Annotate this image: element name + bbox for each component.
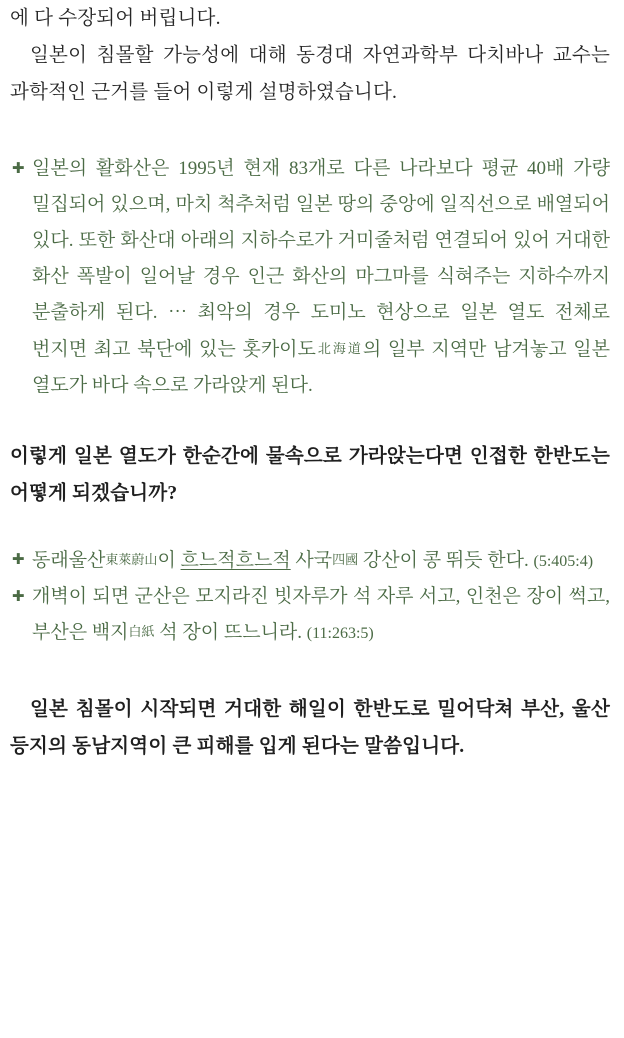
- paragraph-conclusion: 일본 침몰이 시작되면 거대한 해일이 한반도로 밀어닥쳐 부산, 울산 등지의 동남지역이 큰 피해를 입게 된다는 말씀입니다.: [10, 699, 610, 757]
- quote-seg-3: 사국: [290, 550, 333, 571]
- quote-underlined-phrase: 흐느적흐느적: [180, 550, 291, 571]
- paragraph-intro: 일본이 침몰할 가능성에 대해 동경대 자연과학부 다치바나 교수는 과학적인 근거를 들어 이렇게 설명하였습니다.: [10, 45, 610, 103]
- spacer: [10, 651, 610, 691]
- quote-block-volcano: [10, 151, 610, 404]
- cross-marker-icon: ✚: [12, 589, 25, 605]
- spacer: [10, 111, 610, 151]
- quote-seg-2: 이: [157, 550, 181, 571]
- quote-seg-1: 개벽이 되면 군산은 모지라진 빗자루가 석 자루 서고, 인천은 장이 썩고, 부산은 백지: [32, 586, 610, 643]
- quote-block-dongnae: [10, 542, 610, 579]
- cross-marker-icon: ✚: [12, 161, 25, 177]
- quote-reference: (11:263:5): [306, 625, 374, 642]
- quote-hanja-dongnae-ulsan: 東萊蔚山: [105, 552, 158, 567]
- paragraph-continuation: 에 다 수장되어 버립니다.: [10, 8, 221, 29]
- quote-seg-2: 석 장이 뜨느니라.: [154, 622, 307, 643]
- spacer: [10, 512, 610, 542]
- quote-text-main: 일본의 활화산은 1995년 현재 83개로 다른 나라보다 평균 40배 가량 밀집되어 있으며, 마치 척추처럼 일본 땅의 중앙에 일직선으로 배열되어 있다. 또한 화산대 아래의 지하수로가 거미줄처럼 연결되어 있어 거대한 화산 폭발이 일어날 경우 인근 화산의 마그마를 식혀주는 지하수까지 분출하게 된다. ⋯ 최악의 경우 도미노 현상으로 일본 열도 전체로 번지면 최고 북단에 있는 홋카이도: [32, 158, 610, 360]
- quote-hanja-hokkaido: 北海道: [315, 341, 363, 356]
- paragraph-question: 이렇게 일본 열도가 한순간에 물속으로 가라앉는다면 인접한 한반도는 어떻게 되겠습니까?: [10, 446, 610, 504]
- cross-marker-icon: ✚: [12, 552, 25, 568]
- spacer: [10, 404, 610, 438]
- quote-reference: (5:405:4): [533, 553, 594, 570]
- quote-text-tail: 의 일부 지역만 남겨놓고 일본 열도가 바다 속으로 가라앉게 된다.: [32, 339, 610, 396]
- quote-hanja-baekji: 白紙: [128, 624, 155, 639]
- quote-hanja-saguk: 四國: [332, 552, 359, 567]
- quote-seg-1: 동래울산: [32, 550, 106, 571]
- quote-block-gaebyeok: [10, 579, 610, 651]
- quote-seg-4: 강산이 콩 뛰듯 한다.: [358, 550, 534, 571]
